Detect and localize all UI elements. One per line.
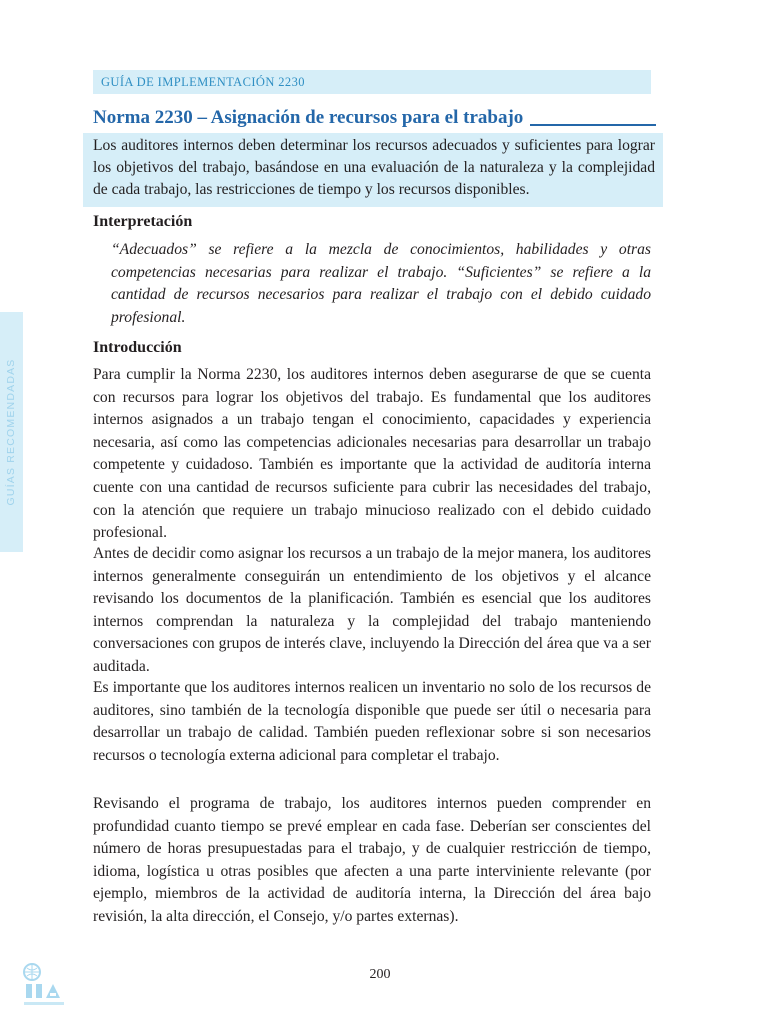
intro-paragraph-4: Revisando el programa de trabajo, los auditores internos pueden comprender en profundidad cuanto tiempo se prevé emplear en cada fase. Deberían ser conscientes del número de horas presupuestadas para el trabajo, y de cualquier restricción de tiempo, idioma, logística u otras posibles que afecten a una parte interviniente relevante (por ejemplo, miembros de la actividad de auditoría interna, la Dirección del área bajo revisión, la alta dirección, el Consejo, y/o partes externas). <box>93 795 651 925</box>
iia-logo <box>20 960 72 1010</box>
side-tab-label: GUÍAS RECOMENDADAS <box>5 358 17 506</box>
introduction-heading: Introducción <box>93 339 182 356</box>
guide-label: GUÍA DE IMPLEMENTACIÓN 2230 <box>101 75 305 89</box>
interpretation-heading: Interpretación <box>93 213 193 230</box>
intro-paragraph-3: Es importante que los auditores internos realicen un inventario no solo de los recursos de auditores, sino también de la tecnología disponible que puede ser útil o necesaria para desarrollar un trabajo de calidad. También pueden reflexionar sobre si son necesarios recursos o tecnología externa adicional para completar el trabajo. <box>93 679 651 764</box>
standard-title: Norma 2230 – Asignación de recursos para el trabajo <box>93 107 524 128</box>
iia-logo-icon <box>20 960 72 1010</box>
guide-header-band <box>93 70 651 94</box>
interpretation-text: “Adecuados” se refiere a la mezcla de conocimientos, habilidades y otras competencias necesarias para realizar el trabajo. “Suficientes” se refiere a la cantidad de recursos necesarios para realizar el trabajo con el debido cuidado profesional. <box>111 241 651 326</box>
standard-text: Los auditores internos deben determinar los recursos adecuados y suficientes para lograr los objetivos del trabajo, basándose en una evaluación de la naturaleza y la complejidad de cada trabajo, las restricciones de tiempo y los recursos disponibles. <box>93 137 655 198</box>
standard-text-box <box>83 133 663 207</box>
title-underline-rule <box>530 124 656 126</box>
intro-paragraph-2: Antes de decidir como asignar los recursos a un trabajo de la mejor manera, los auditores internos generalmente conseguirán un entendimiento de los objetivos y el alcance revisando los documentos de la planificación. También es esencial que los auditores internos comprendan la naturaleza y la complejidad del trabajo manteniendo conversaciones con grupos de interés clave, incluyendo la Dirección del área que va a ser auditada. <box>93 545 651 675</box>
page-number: 200 <box>369 967 391 982</box>
standard-title-row <box>93 107 663 133</box>
side-section-tab <box>0 312 23 552</box>
intro-paragraph-1: Para cumplir la Norma 2230, los auditores internos deben asegurarse de que se cuenta con recursos para lograr los objetivos del trabajo. Es fundamental que los auditores internos asignados a un trabajo tengan el conocimiento, capacidades y experiencia necesaria, así como las competencias adicionales necesarias para desarrollar un trabajo competente y cuidadoso. También es importante que la actividad de auditoría interna cuente con una cantidad de recursos suficiente para cubrir las necesidades del trabajo, con la atención que requiere un trabajo minucioso realizado con el debido cuidado profesional. <box>93 366 651 542</box>
